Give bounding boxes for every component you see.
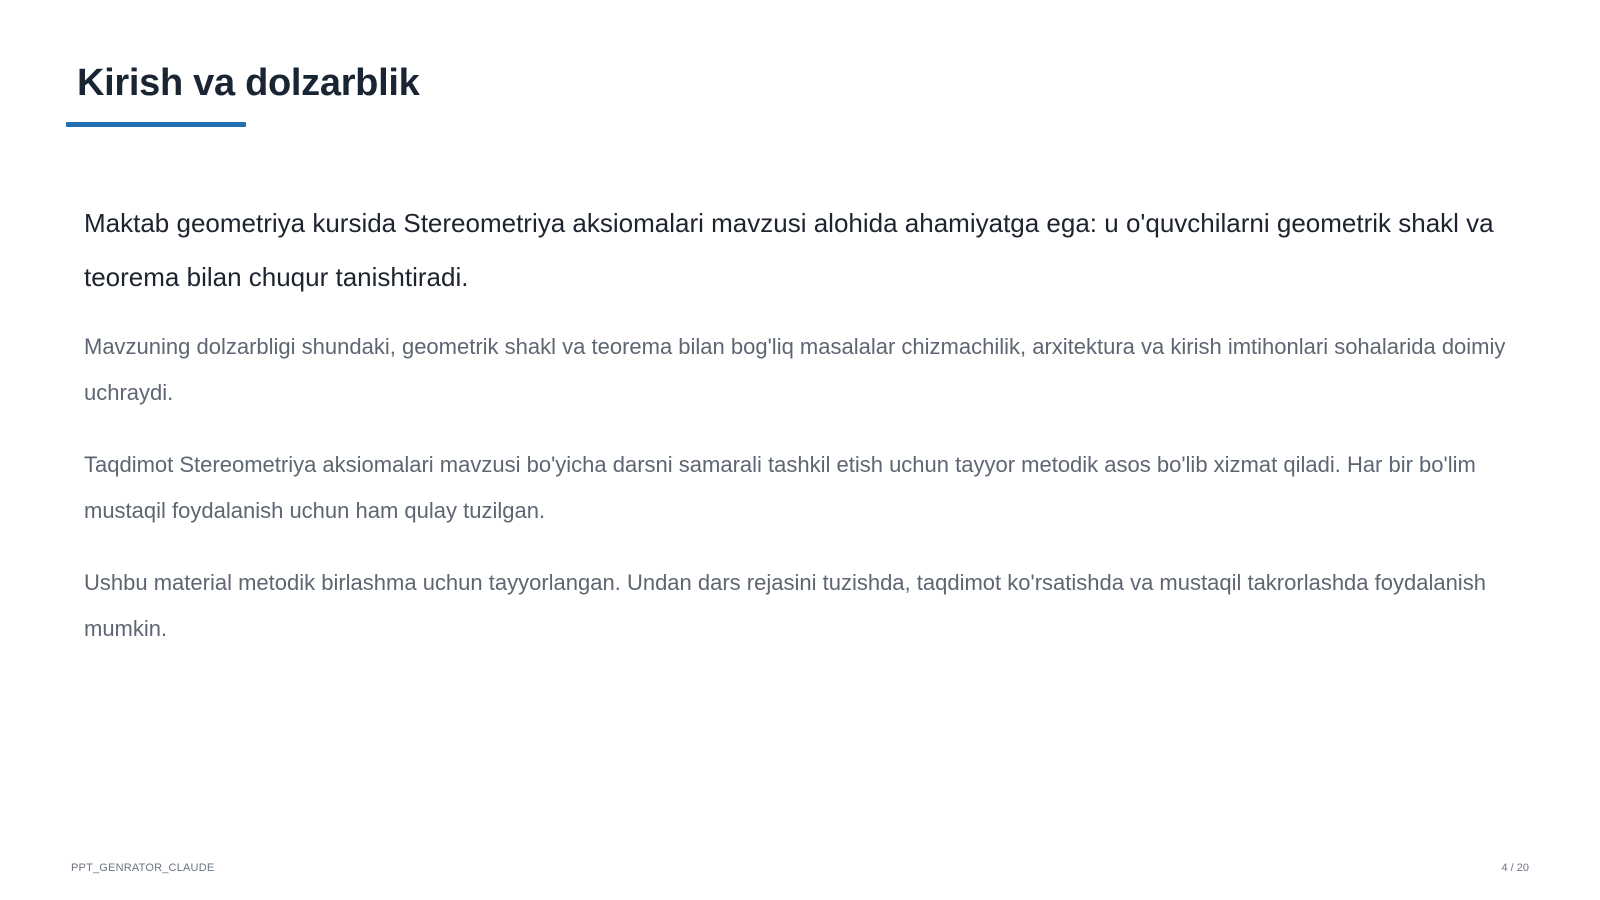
slide-title: Kirish va dolzarblik xyxy=(77,62,420,104)
body-paragraph-2: Taqdimot Stereometriya aksiomalari mavzusi bo'yicha darsni samarali tashkil etish uchun tayyor metodik asos bo'lib xizmat qiladi. Har bir bo'lim mustaqil foydalanish uchun ham qulay tuzilgan. xyxy=(84,452,1476,523)
slide-content xyxy=(84,196,1524,678)
footer-source: PPT_GENRATOR_CLAUDE xyxy=(71,862,215,874)
title-underline xyxy=(66,122,246,127)
page-number: 4 / 20 xyxy=(1501,862,1529,874)
body-paragraph-3: Ushbu material metodik birlashma uchun tayyorlangan. Undan dars rejasini tuzishda, taqdimot ko'rsatishda va mustaqil takrorlashda foydalanish mumkin. xyxy=(84,570,1486,641)
lead-paragraph: Maktab geometriya kursida Stereometriya aksiomalari mavzusi alohida ahamiyatga ega: u o'quvchilarni geometrik shakl va teorema bilan chuqur tanishtiradi. xyxy=(84,208,1494,292)
body-paragraph-1: Mavzuning dolzarbligi shundaki, geometrik shakl va teorema bilan bog'liq masalalar chizmachilik, arxitektura va kirish imtihonlari sohalarida doimiy uchraydi. xyxy=(84,334,1506,405)
